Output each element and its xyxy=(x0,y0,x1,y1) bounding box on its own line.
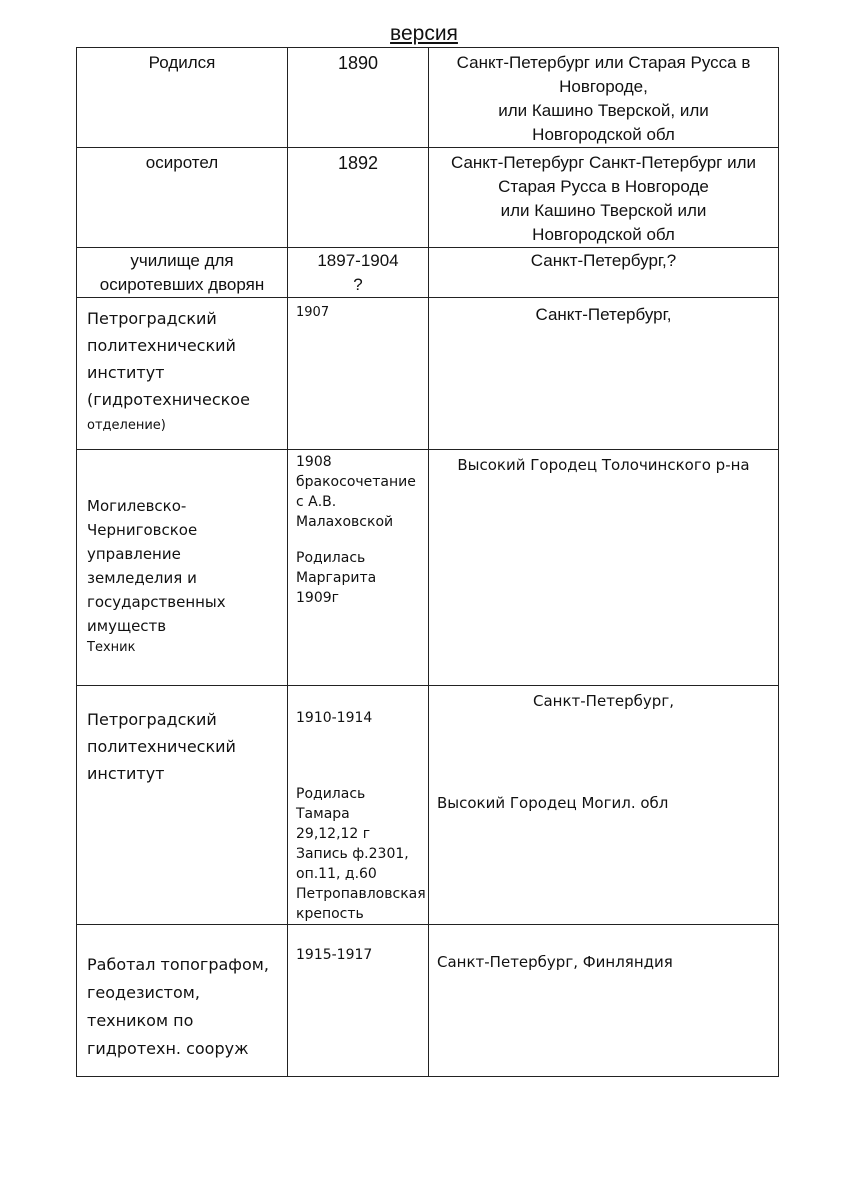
table-row xyxy=(77,248,779,298)
event-text: Петроградский xyxy=(87,710,217,729)
place-cell xyxy=(429,450,779,686)
place-line: Санкт-Петербург или Старая Русса в xyxy=(456,53,751,72)
place-line: Санкт-Петербург, xyxy=(535,305,672,324)
place-line: Новгородской обл xyxy=(532,225,675,244)
document-title: версия xyxy=(390,22,458,45)
place-line: Санкт-Петербург,? xyxy=(530,251,677,270)
date-text: 1890 xyxy=(337,53,379,73)
place-line: Старая Русса в Новгороде xyxy=(498,177,709,196)
event-cell xyxy=(77,686,288,925)
table-row xyxy=(77,450,779,686)
date-text: бракосочетание xyxy=(296,474,416,490)
date-text: Запись ф.2301, xyxy=(296,846,409,862)
date-text: Петропавловская xyxy=(296,886,426,902)
event-text: техником по xyxy=(87,1011,194,1030)
place-cell xyxy=(429,298,779,450)
date-text: 1907 xyxy=(296,305,330,320)
date-cell xyxy=(288,925,429,1077)
event-text: государственных xyxy=(87,593,226,611)
event-text: институт xyxy=(87,764,165,783)
place-line: Новгороде, xyxy=(559,77,648,96)
event-text: Работал топографом, xyxy=(87,955,269,974)
event-cell xyxy=(77,450,288,686)
date-cell xyxy=(288,148,429,248)
event-cell xyxy=(77,298,288,450)
place-cell xyxy=(429,148,779,248)
date-text: 1892 xyxy=(337,153,379,173)
event-text: гидротехн. сооруж xyxy=(87,1039,249,1058)
event-text: осиротевших дворян xyxy=(99,275,265,294)
table-row xyxy=(77,298,779,450)
date-text: Родилась Тамара xyxy=(296,786,366,822)
place-line: или Кашино Тверской, или xyxy=(498,101,709,120)
event-text: Могилевско- xyxy=(87,497,187,515)
date-cell xyxy=(288,450,429,686)
date-text: с А.В. xyxy=(296,494,337,510)
event-text: Черниговское xyxy=(87,521,198,539)
date-text: Родилась xyxy=(296,550,366,566)
place-line: Санкт-Петербург Санкт-Петербург или xyxy=(450,153,756,172)
date-text: 1910-1914 xyxy=(296,710,373,726)
place-cell xyxy=(429,48,779,148)
date-cell xyxy=(288,686,429,925)
event-text: имуществ xyxy=(87,617,167,635)
date-text: 1915-1917 xyxy=(296,947,373,963)
event-text: политехнический xyxy=(87,336,236,355)
place-line: Санкт-Петербург, Финляндия xyxy=(437,953,673,971)
event-text: (гидротехническое xyxy=(87,390,250,409)
event-cell xyxy=(77,925,288,1077)
date-text: 1897-1904 xyxy=(317,251,399,270)
place-line: Высокий Городец Толочинского р-на xyxy=(457,456,750,474)
place-line: Новгородской обл xyxy=(532,125,675,144)
event-text: институт xyxy=(87,363,165,382)
date-cell xyxy=(288,248,429,298)
event-text: земледелия и xyxy=(87,569,197,587)
place-line: Высокий Городец Могил. обл xyxy=(437,794,669,812)
biography-table xyxy=(76,47,779,1077)
date-text: 29,12,12 г xyxy=(296,826,371,842)
event-text: политехнический xyxy=(87,737,236,756)
date-text: Малаховской xyxy=(296,514,394,530)
event-text: геодезистом, xyxy=(87,983,200,1002)
date-cell xyxy=(288,298,429,450)
place-line: или Кашино Тверской или xyxy=(500,201,707,220)
spacer xyxy=(296,728,422,784)
event-note: отделение) xyxy=(87,418,166,433)
place-line: Санкт-Петербург, xyxy=(533,692,674,710)
event-text: управление xyxy=(87,545,181,563)
event-note: Техник xyxy=(87,640,136,655)
event-cell xyxy=(77,148,288,248)
table-row xyxy=(77,925,779,1077)
date-text: оп.11, д.60 xyxy=(296,866,377,882)
date-text: крепость xyxy=(296,906,364,922)
event-text: осиротел xyxy=(145,153,219,172)
date-text: 1908 xyxy=(296,454,332,470)
event-cell xyxy=(77,48,288,148)
date-text: Маргарита 1909г xyxy=(296,570,377,606)
date-cell xyxy=(288,48,429,148)
table-row xyxy=(77,148,779,248)
spacer xyxy=(429,712,778,792)
date-text: ? xyxy=(353,275,363,294)
event-text: Петроградский xyxy=(87,309,217,328)
event-text: Родился xyxy=(148,53,216,72)
spacer xyxy=(296,532,422,548)
place-cell xyxy=(429,248,779,298)
event-cell xyxy=(77,248,288,298)
table-row xyxy=(77,686,779,925)
table-row xyxy=(77,48,779,148)
place-cell xyxy=(429,925,779,1077)
event-text: училище для xyxy=(130,251,234,270)
place-cell xyxy=(429,686,779,925)
